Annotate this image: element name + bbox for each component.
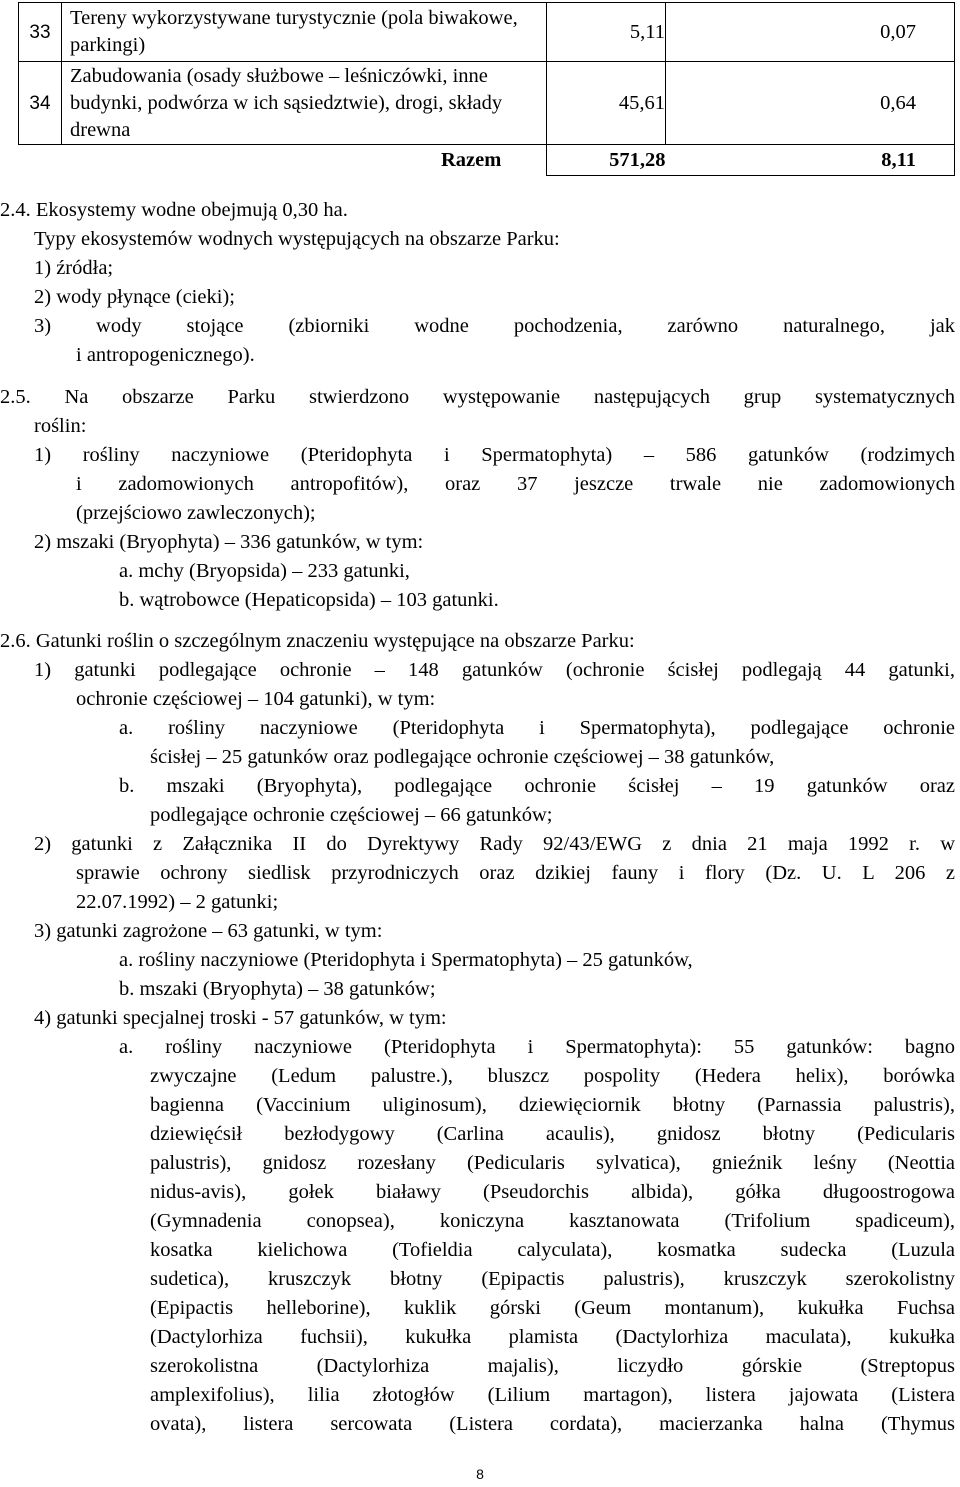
row-percent: 0,07 bbox=[666, 3, 955, 62]
text-line: dziewięćsił bezłodygowy (Carlina acaulis), gnidosz błotny (Pedicularis bbox=[150, 1123, 955, 1145]
row-name: Tereny wykorzystywane turystycznie (pola biwakowe, parkingi) bbox=[62, 3, 547, 62]
list-item: 2) mszaki (Bryophyta) – 336 gatunków, w tym: bbox=[34, 531, 424, 553]
text-line: kosatka kielichowa (Tofieldia calyculata), kosmatka sudecka (Luzula bbox=[150, 1239, 955, 1261]
text-line: nidus-avis), gołek białawy (Pseudorchis albida), gółka długoostrogowa bbox=[150, 1181, 955, 1203]
text-line: (Gymnadenia conopsea), koniczyna kasztanowata (Trifolium spadiceum), bbox=[150, 1210, 955, 1232]
land-use-table bbox=[18, 2, 955, 176]
text-line: podlegające ochronie częściowej – 66 gatunków; bbox=[150, 804, 553, 826]
text-line: roślin: bbox=[34, 415, 87, 437]
list-item: 3) gatunki zagrożone – 63 gatunki, w tym: bbox=[34, 920, 383, 942]
page-number: 8 bbox=[476, 1466, 484, 1482]
list-item: a. mchy (Bryopsida) – 233 gatunki, bbox=[119, 560, 410, 582]
sum-label: Razem bbox=[441, 148, 502, 171]
list-item: 3) wody stojące (zbiorniki wodne pochodzenia, zarówno naturalnego, jak bbox=[34, 315, 955, 337]
list-item: 1) gatunki podlegające ochronie – 148 gatunków (ochronie ścisłej podlegają 44 gatunki, bbox=[34, 659, 955, 681]
sum-percent: 8,11 bbox=[666, 145, 955, 176]
table-sum-row bbox=[19, 145, 955, 176]
text-line: szerokolistna (Dactylorhiza majalis), liczydło górskie (Streptopus bbox=[150, 1355, 955, 1377]
list-item: a. rośliny naczyniowe (Pteridophyta i Spermatophyta), podlegające ochronie bbox=[119, 717, 955, 739]
list-item: a. rośliny naczyniowe (Pteridophyta i Spermatophyta): 55 gatunków: bagno bbox=[119, 1036, 955, 1058]
row-name: Zabudowania (osady służbowe – leśniczówki, inne budynki, podwórza w ich sąsiedztwie), drogi, składy drewna bbox=[62, 62, 547, 145]
section-2-4-heading: 2.4. Ekosystemy wodne obejmują 0,30 ha. bbox=[0, 199, 348, 221]
table-row bbox=[19, 62, 955, 145]
text-line: sudetica), kruszczyk błotny (Epipactis palustris), kruszczyk szerokolistny bbox=[150, 1268, 955, 1290]
text-line: (Dactylorhiza fuchsii), kukułka plamista (Dactylorhiza maculata), kukułka bbox=[150, 1326, 955, 1348]
text-line: sprawie ochrony siedlisk przyrodniczych oraz dzikiej fauny i flory (Dz. U. L 206 z bbox=[76, 862, 955, 884]
section-2-6-heading: 2.6. Gatunki roślin o szczególnym znaczeniu występujące na obszarze Parku: bbox=[0, 630, 635, 652]
text-line: bagienna (Vaccinium uliginosum), dziewięciornik błotny (Parnassia palustris), bbox=[150, 1094, 955, 1116]
list-item: 4) gatunki specjalnej troski - 57 gatunków, w tym: bbox=[34, 1007, 447, 1029]
text-line: zwyczajne (Ledum palustre.), bluszcz pospolity (Hedera helix), borówka bbox=[150, 1065, 955, 1087]
list-item: 1) rośliny naczyniowe (Pteridophyta i Spermatophyta) – 586 gatunków (rodzimych bbox=[34, 444, 955, 466]
text-line: (Epipactis helleborine), kuklik górski (Geum montanum), kukułka Fuchsa bbox=[150, 1297, 955, 1319]
list-item: 2) wody płynące (cieki); bbox=[34, 286, 235, 308]
text-line: amplexifolius), lilia złotogłów (Lilium martagon), listera jajowata (Listera bbox=[150, 1384, 955, 1406]
text-line: i antropogenicznego). bbox=[76, 344, 255, 366]
list-item: b. wątrobowce (Hepaticopsida) – 103 gatunki. bbox=[119, 589, 499, 611]
text-line: ovata), listera sercowata (Listera cordata), macierzanka halna (Thymus bbox=[150, 1413, 955, 1435]
section-2-5-heading: 2.5. Na obszarze Parku stwierdzono występowanie następujących grup systematycznych bbox=[0, 386, 955, 408]
text-line: (przejściowo zawleczonych); bbox=[76, 502, 316, 524]
text-line: ścisłej – 25 gatunków oraz podlegające ochronie częściowej – 38 gatunków, bbox=[150, 746, 775, 768]
row-area: 45,61 bbox=[547, 62, 666, 145]
list-item: 2) gatunki z Załącznika II do Dyrektywy Rady 92/43/EWG z dnia 21 maja 1992 r. w bbox=[34, 833, 955, 855]
table-row bbox=[19, 3, 955, 62]
list-item: 1) źródła; bbox=[34, 257, 114, 279]
text-line: i zadomowionych antropofitów), oraz 37 jeszcze trwale nie zadomowionych bbox=[76, 473, 955, 495]
list-item: b. mszaki (Bryophyta) – 38 gatunków; bbox=[119, 978, 436, 1000]
text-line: Typy ekosystemów wodnych występujących na obszarze Parku: bbox=[34, 228, 560, 250]
text-line: 22.07.1992) – 2 gatunki; bbox=[76, 891, 279, 913]
row-number: 34 bbox=[19, 62, 62, 145]
text-line: palustris), gnidosz rozesłany (Pedicularis sylvatica), gnieźnik leśny (Neottia bbox=[150, 1152, 955, 1174]
row-number: 33 bbox=[19, 3, 62, 62]
list-item: a. rośliny naczyniowe (Pteridophyta i Spermatophyta) – 25 gatunków, bbox=[119, 949, 693, 971]
row-percent: 0,64 bbox=[666, 62, 955, 145]
sum-area: 571,28 bbox=[609, 148, 666, 171]
list-item: b. mszaki (Bryophyta), podlegające ochronie ścisłej – 19 gatunków oraz bbox=[119, 775, 955, 797]
text-line: ochronie częściowej – 104 gatunki), w tym: bbox=[76, 688, 436, 710]
row-area: 5,11 bbox=[547, 3, 666, 62]
